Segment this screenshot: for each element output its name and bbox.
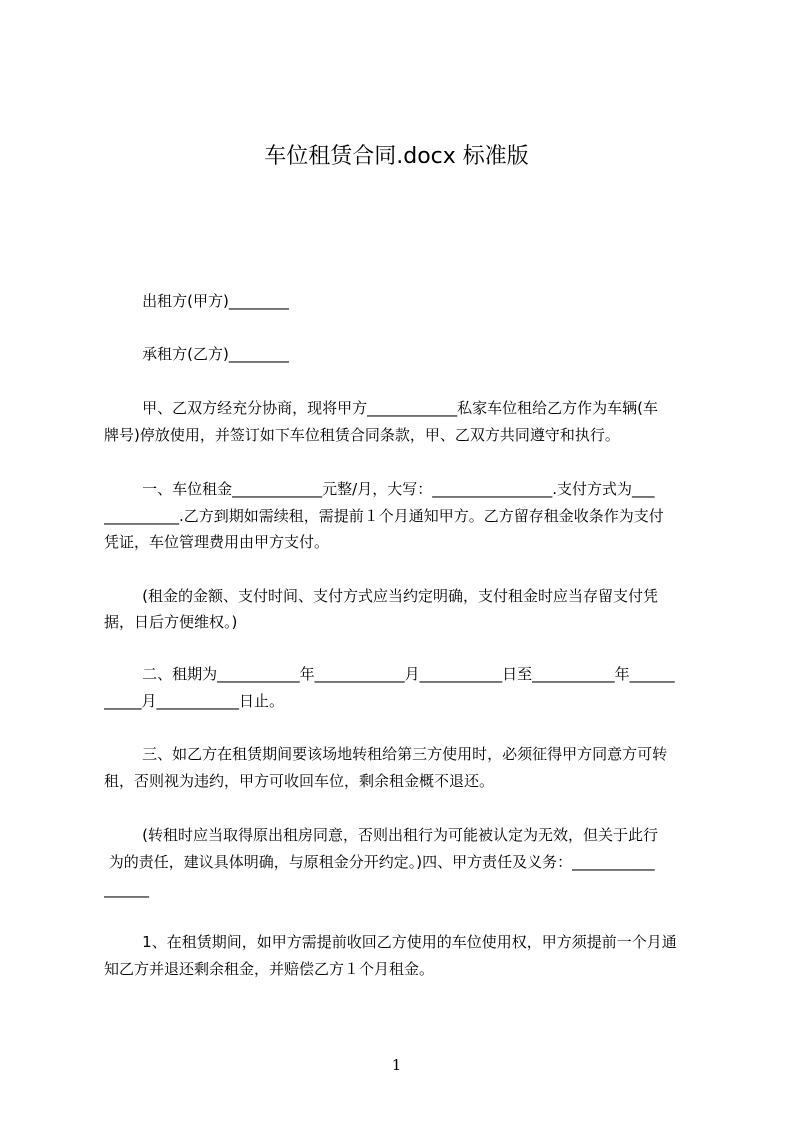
lessee-line: 承租方(乙方)________ — [104, 345, 289, 363]
clause-1-line-3: 凭证，车位管理费用由甲方支付。 — [104, 533, 330, 551]
lessor-line: 出租方(甲方)________ — [104, 292, 289, 310]
clause-2-line-2: _____月___________日止。 — [104, 692, 285, 710]
item-1-line-1: 1、在租赁期间，如甲方需提前收回乙方使用的车位使用权，甲方须提前一个月通 — [104, 933, 677, 951]
note-2-line-1: (转租时应当取得原出租房同意，否则出租行为可能被认定为无效，但关于此行 — [104, 826, 659, 844]
clause-1-line-1: 一、车位租金____________元整/月，大写：________________.支付方式为___ — [104, 480, 655, 498]
clause-3-line-2: 租，否则视为违约，甲方可收回车位，剩余租金概不退还。 — [104, 772, 495, 790]
item-1-line-2: 知乙方并退还剩余租金，并赔偿乙方１个月租金。 — [104, 960, 435, 978]
note-2-line-3: ______ — [104, 880, 149, 898]
document-title: 车位租赁合同.docx 标准版 — [264, 144, 529, 169]
note-1-line-1: (租金的金额、支付时间、支付方式应当约定明确，支付租金时应当存留支付凭 — [104, 587, 659, 605]
clause-3-line-1: 三、如乙方在租赁期间要该场地转租给第三方使用时，必须征得甲方同意方可转 — [104, 745, 668, 763]
clause-2-line-1: 二、租期为___________年____________月___________日至___________年______ — [104, 665, 675, 683]
note-1-line-2: 据，日后方便维权。) — [104, 613, 238, 631]
intro-line-2: 牌号)停放使用，并签订如下车位租赁合同条款，甲、乙双方共同遵守和执行。 — [104, 426, 620, 444]
intro-line-1: 甲、乙双方经充分协商，现将甲方____________私家车位租给乙方作为车辆(车 — [104, 399, 658, 417]
clause-1-line-2: __________.乙方到期如需续租，需提前１个月通知甲方。乙方留存租金收条作为支付 — [104, 507, 664, 525]
note-2-line-2: 为的责任，建议具体明确，与原租金分开约定。)四、甲方责任及义务：___________ — [104, 853, 655, 871]
page-number: 1 — [391, 1056, 402, 1074]
